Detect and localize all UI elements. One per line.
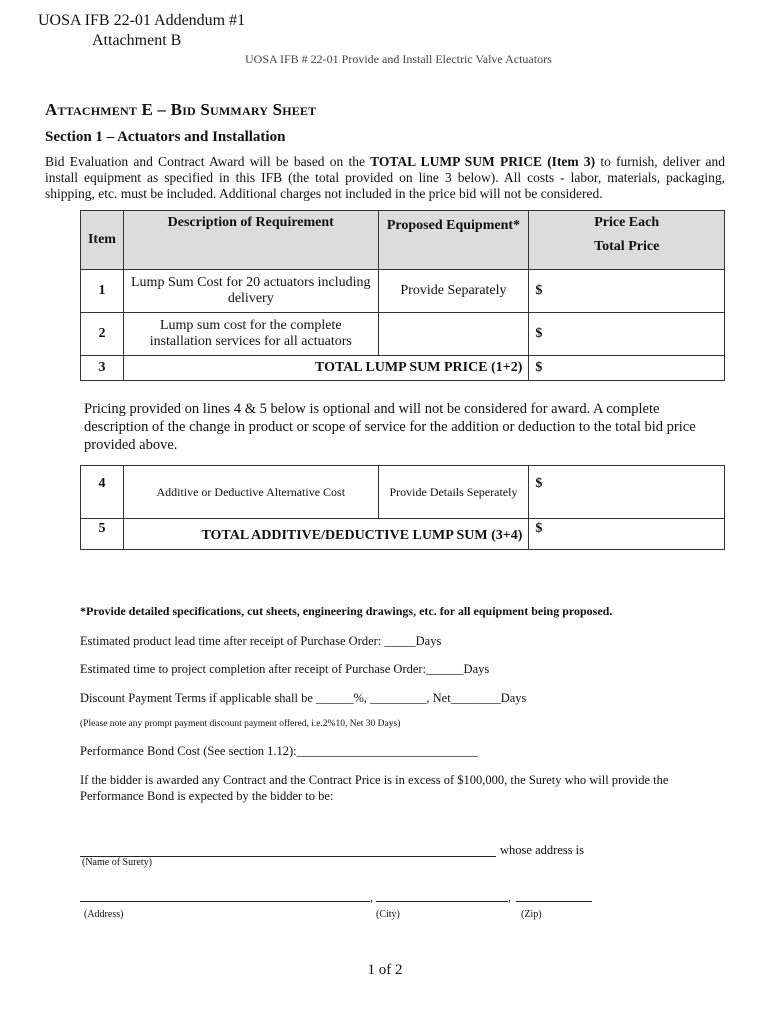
intro-paragraph xyxy=(45,154,725,202)
section-title: Section 1 – Actuators and Installation xyxy=(45,129,286,145)
intro-bold: TOTAL LUMP SUM PRICE (Item 3) xyxy=(370,154,596,169)
row-equipment[interactable] xyxy=(378,313,529,356)
table-row xyxy=(81,313,725,356)
row-equipment: Provide Separately xyxy=(378,270,529,313)
whose-address-label: whose address is xyxy=(500,843,585,857)
table-row xyxy=(81,466,725,519)
city-label: (City) xyxy=(376,909,400,920)
header-price-each: Price Each xyxy=(594,215,660,230)
comma-separator: , xyxy=(370,890,373,904)
lead-time-line[interactable]: Estimated product lead time after receipt of Purchase Order: _____Days xyxy=(80,634,442,648)
intro-pre: Bid Evaluation and Contract Award will be based on the xyxy=(45,154,371,169)
row-item: 4 xyxy=(81,466,124,519)
address-label: (Address) xyxy=(84,909,124,920)
zip-line[interactable] xyxy=(516,901,592,902)
row-item: 2 xyxy=(81,313,124,356)
total-row xyxy=(81,356,725,381)
total-label: TOTAL ADDITIVE/DEDUCTIVE LUMP SUM (3+4) xyxy=(123,519,528,550)
header-line1: UOSA IFB 22-01 Addendum #1 xyxy=(38,12,246,29)
row-description: Lump sum cost for the complete installation services for all actuators xyxy=(123,313,378,356)
city-line[interactable] xyxy=(376,901,508,902)
row-price[interactable]: $ xyxy=(529,466,725,519)
completion-time-line[interactable]: Estimated time to project completion after receipt of Purchase Order:______Days xyxy=(80,662,490,676)
row-details: Provide Details Seperately xyxy=(378,466,529,519)
bond-cost-line[interactable]: Performance Bond Cost (See section 1.12):_____________________________ xyxy=(80,744,478,758)
row-description: Additive or Deductive Alternative Cost xyxy=(123,466,378,519)
header-price xyxy=(529,211,725,270)
equipment-footnote: *Provide detailed specifications, cut sheets, engineering drawings, etc. for all equipment being proposed. xyxy=(80,604,613,618)
header-equipment: Proposed Equipment* xyxy=(378,211,529,270)
row-price[interactable]: $ xyxy=(529,313,725,356)
discount-note: (Please note any prompt payment discount payment offered, i.e.2%10, Net 30 Days) xyxy=(80,719,401,729)
page-number: 1 of 2 xyxy=(367,962,403,978)
total-row xyxy=(81,519,725,550)
bid-summary-table xyxy=(80,210,725,381)
comma-separator: , xyxy=(508,890,511,904)
surety-text: If the bidder is awarded any Contract and the Contract Price is in excess of $100,000, the Surety who will provide the Performance Bond is expected by the bidder to be: xyxy=(80,773,669,803)
surety-name-label: (Name of Surety) xyxy=(82,857,152,868)
table-row xyxy=(81,270,725,313)
header-line2: Attachment B xyxy=(92,32,182,49)
total-price[interactable]: $ xyxy=(529,356,725,381)
header-total-price: Total Price xyxy=(594,239,660,254)
zip-label: (Zip) xyxy=(521,909,542,920)
row-item: 1 xyxy=(81,270,124,313)
header-description: Description of Requirement xyxy=(123,211,378,270)
pricing-note: Pricing provided on lines 4 & 5 below is optional and will not be considered for award. A complete description of the change in product or scope of service for the addition or deduction to the total bid price provided above. xyxy=(84,401,696,453)
row-price[interactable]: $ xyxy=(529,270,725,313)
address-line[interactable] xyxy=(80,901,370,902)
header-item: Item xyxy=(81,211,124,270)
total-item: 3 xyxy=(81,356,124,381)
table-header-row xyxy=(81,211,725,270)
total-item: 5 xyxy=(81,519,124,550)
discount-terms-line[interactable]: Discount Payment Terms if applicable shall be ______%, _________, Net________Days xyxy=(80,691,527,705)
total-label: TOTAL LUMP SUM PRICE (1+2) xyxy=(123,356,528,381)
alternative-table xyxy=(80,465,725,550)
header-subtitle: UOSA IFB # 22-01 Provide and Install Electric Valve Actuators xyxy=(245,52,552,66)
total-price[interactable]: $ xyxy=(529,519,725,550)
attachment-title: Attachment E – Bid Summary Sheet xyxy=(45,100,317,119)
row-description: Lump Sum Cost for 20 actuators including delivery xyxy=(123,270,378,313)
intro-post: to furnish, deliver and install equipment as specified in this IFB (the total provided on line 3 below). All costs - labor, materials, packaging, shipping, etc. must be included. Additional charges not included in the price bid will not be considered. xyxy=(45,154,725,201)
